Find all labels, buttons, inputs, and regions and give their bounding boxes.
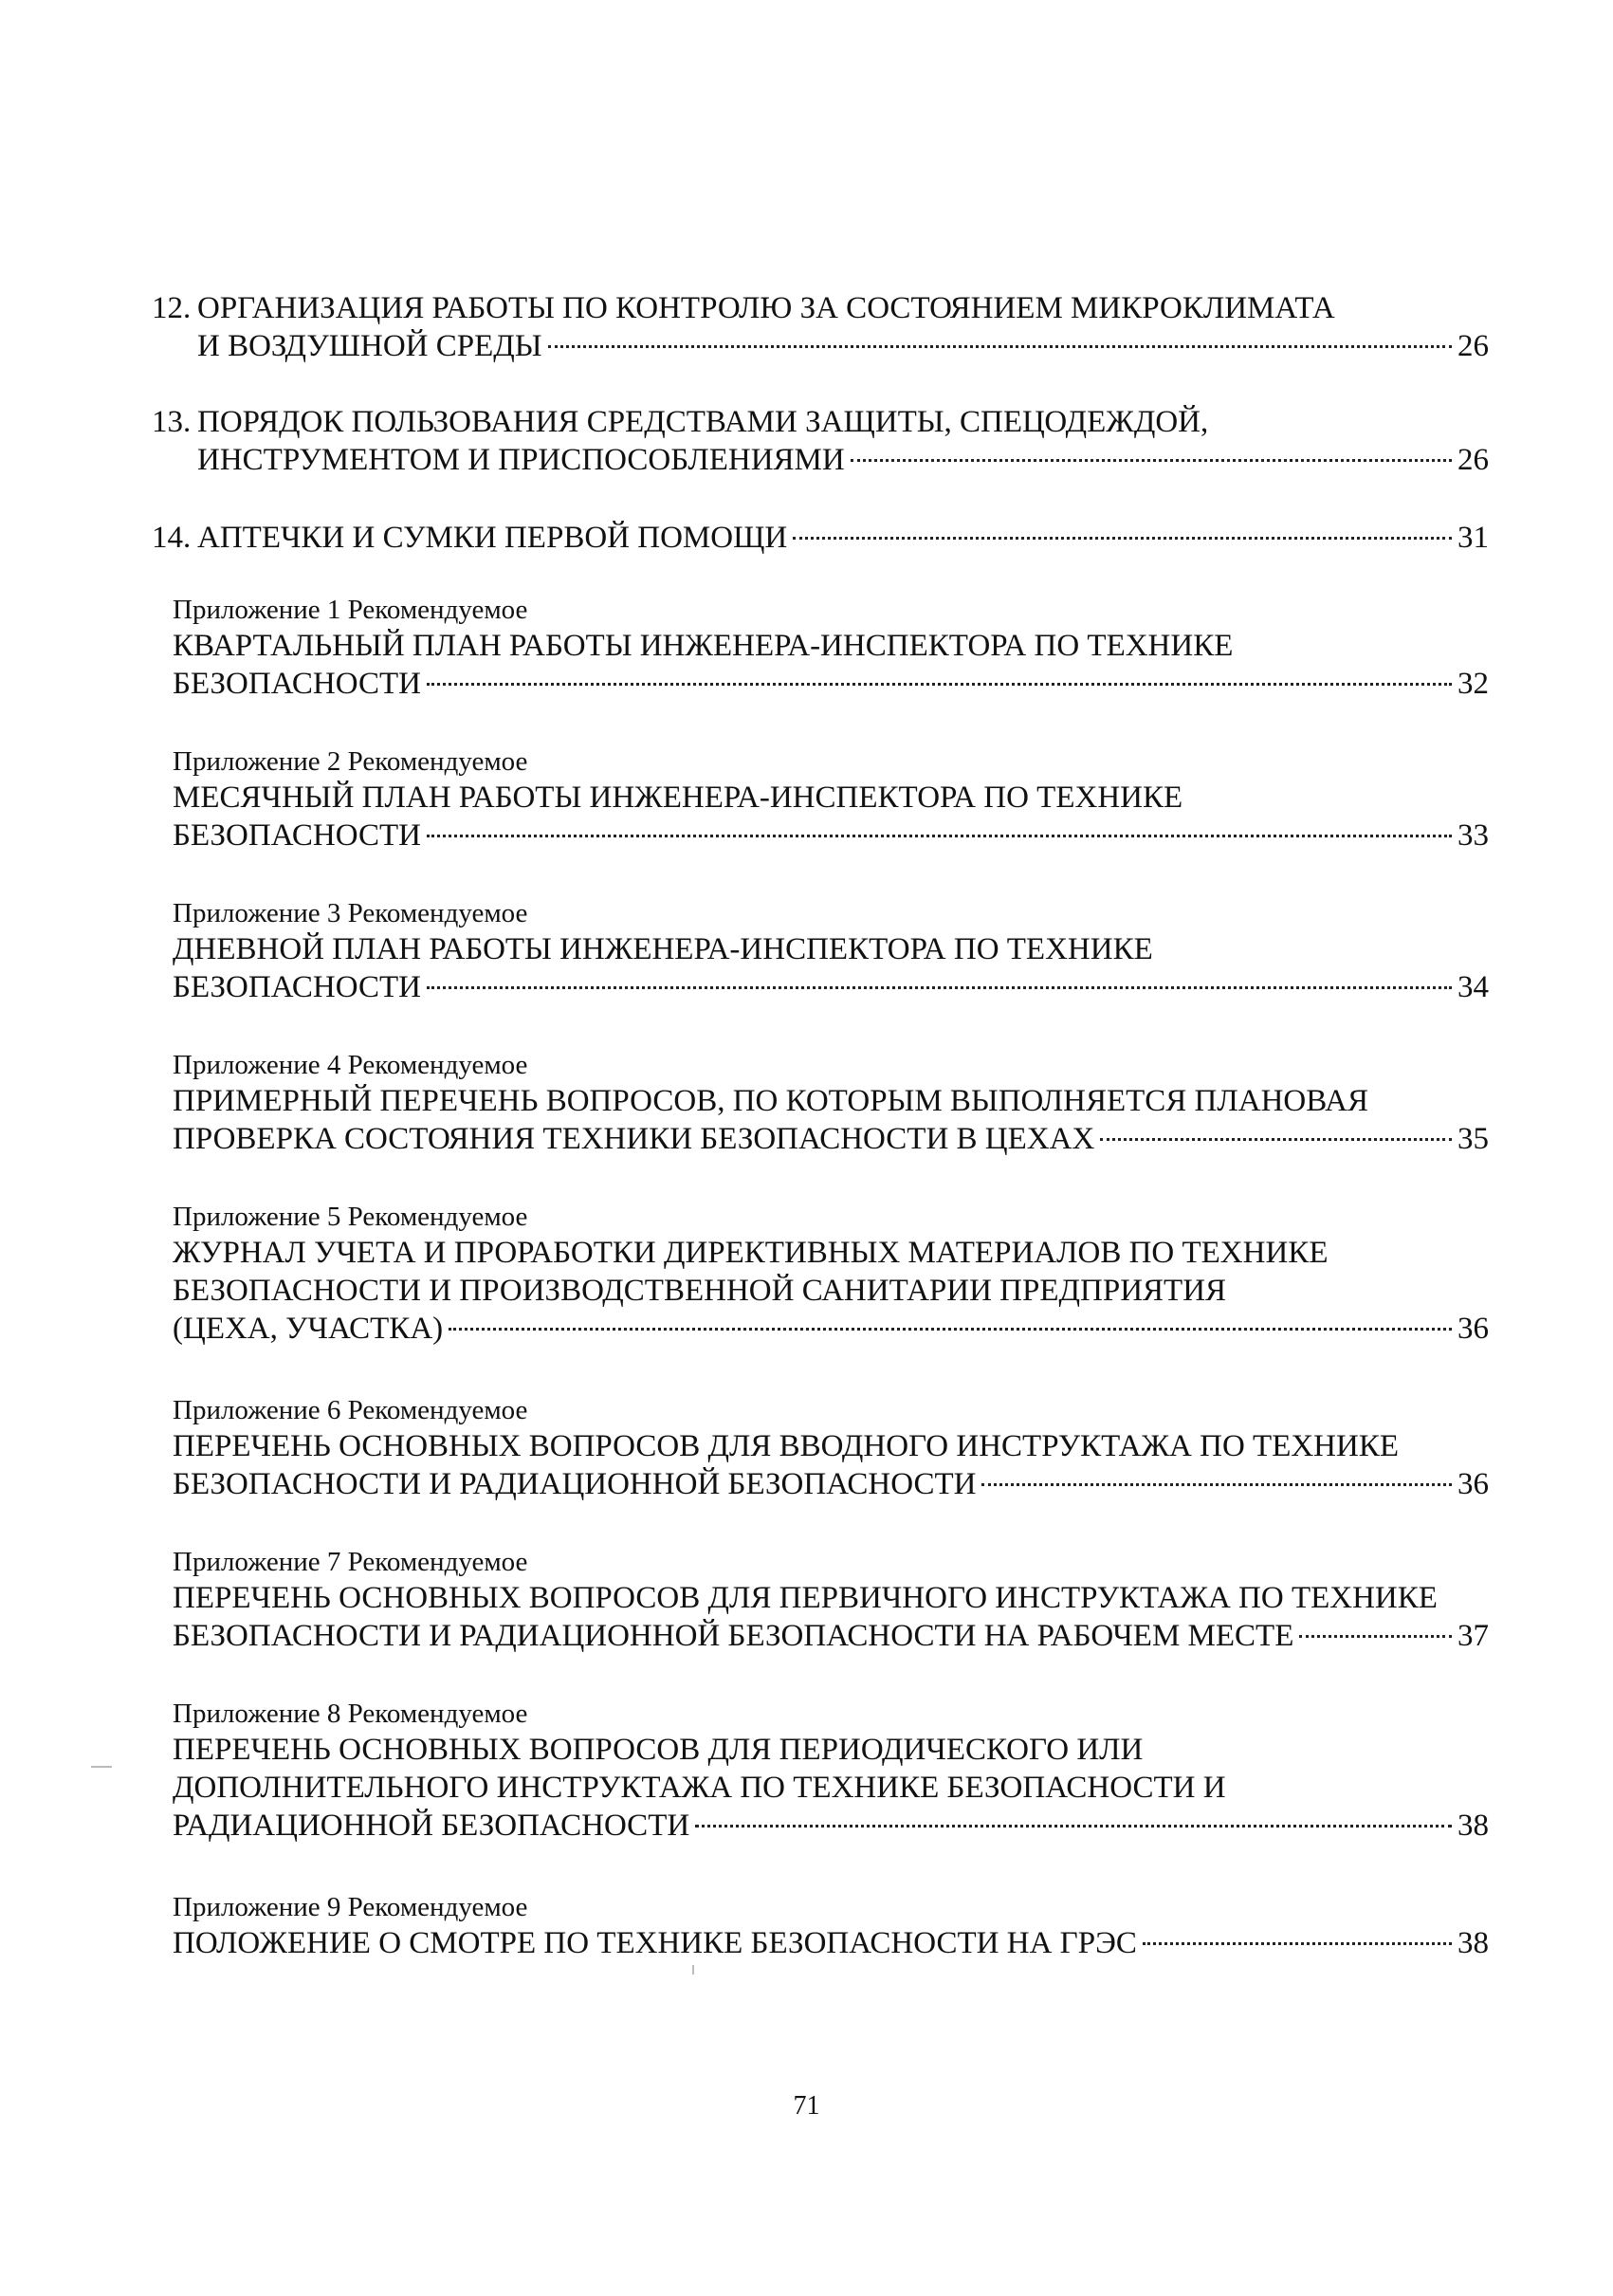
section-title-line: ОРГАНИЗАЦИЯ РАБОТЫ ПО КОНТРОЛЮ ЗА СОСТОЯНИЕМ МИКРОКЛИМАТА — [197, 291, 1335, 325]
appendix-heading: Приложение 5 Рекомендуемое — [173, 1202, 528, 1232]
appendix-heading: Приложение 1 Рекомендуемое — [173, 595, 528, 625]
dot-leader — [449, 1328, 1452, 1331]
dot-leader — [427, 683, 1452, 686]
scan-margin-mark — [91, 1766, 112, 1768]
appendix-title-line: БЕЗОПАСНОСТИ И РАДИАЦИОННОЙ БЕЗОПАСНОСТИ — [173, 1467, 977, 1501]
section-title-line: ИНСТРУМЕНТОМ И ПРИСПОСОБЛЕНИЯМИ — [197, 443, 845, 477]
dot-leader — [1100, 1138, 1452, 1141]
toc-appendix-8 — [152, 1697, 1489, 1845]
section-number: 12. — [152, 291, 192, 325]
page-ref: 26 — [1457, 443, 1489, 477]
page-ref: 38 — [1457, 1926, 1489, 1960]
appendix-title-line: (ЦЕХА, УЧАСТКА) — [173, 1312, 444, 1346]
page-ref: 35 — [1457, 1122, 1489, 1156]
page-ref: 37 — [1457, 1619, 1489, 1653]
section-number: 14. — [152, 521, 192, 555]
appendix-title-line: ПЕРЕЧЕНЬ ОСНОВНЫХ ВОПРОСОВ ДЛЯ ВВОДНОГО ИНСТРУКТАЖА ПО ТЕХНИКЕ — [173, 1429, 1400, 1463]
appendix-heading: Приложение 8 Рекомендуемое — [173, 1699, 528, 1729]
section-title-line: И ВОЗДУШНОЙ СРЕДЫ — [197, 329, 542, 363]
page-ref: 32 — [1457, 667, 1489, 701]
toc-appendix-6 — [152, 1393, 1489, 1503]
toc-appendix-1 — [152, 593, 1489, 703]
toc-appendix-9 — [152, 1890, 1489, 1962]
appendix-title-line: БЕЗОПАСНОСТИ — [173, 667, 421, 701]
appendix-title-line: РАДИАЦИОННОЙ БЕЗОПАСНОСТИ — [173, 1809, 690, 1843]
page-ref: 38 — [1457, 1809, 1489, 1843]
dot-leader — [427, 986, 1452, 989]
appendix-title-line: КВАРТАЛЬНЫЙ ПЛАН РАБОТЫ ИНЖЕНЕРА-ИНСПЕКТОРА ПО ТЕХНИКЕ — [173, 629, 1234, 663]
section-number: 13. — [152, 405, 192, 439]
appendix-title-line: ДОПОЛНИТЕЛЬНОГО ИНСТРУКТАЖА ПО ТЕХНИКЕ БЕЗОПАСНОСТИ И — [173, 1771, 1226, 1805]
appendix-heading: Приложение 4 Рекомендуемое — [173, 1050, 528, 1080]
page-ref: 36 — [1457, 1467, 1489, 1501]
toc-section-12 — [152, 289, 1489, 365]
appendix-heading: Приложение 9 Рекомендуемое — [173, 1892, 528, 1922]
appendix-title-line: ПРИМЕРНЫЙ ПЕРЕЧЕНЬ ВОПРОСОВ, ПО КОТОРЫМ ВЫПОЛНЯЕТСЯ ПЛАНОВАЯ — [173, 1084, 1369, 1118]
section-title-line: ПОРЯДОК ПОЛЬЗОВАНИЯ СРЕДСТВАМИ ЗАЩИТЫ, СПЕЦОДЕЖДОЙ, — [197, 405, 1209, 439]
scan-center-mark — [692, 1965, 694, 1975]
section-title-line: АПТЕЧКИ И СУМКИ ПЕРВОЙ ПОМОЩИ — [197, 521, 788, 555]
dot-leader — [427, 835, 1452, 837]
dot-leader — [695, 1825, 1452, 1828]
page-ref: 36 — [1457, 1312, 1489, 1346]
dot-leader — [1143, 1942, 1452, 1945]
appendix-heading: Приложение 2 Рекомендуемое — [173, 746, 528, 777]
appendix-title-line: ЖУРНАЛ УЧЕТА И ПРОРАБОТКИ ДИРЕКТИВНЫХ МАТЕРИАЛОВ ПО ТЕХНИКЕ — [173, 1236, 1329, 1270]
dot-leader — [1299, 1635, 1452, 1638]
dot-leader — [851, 459, 1452, 462]
appendix-title-line: МЕСЯЧНЫЙ ПЛАН РАБОТЫ ИНЖЕНЕРА-ИНСПЕКТОРА ПО ТЕХНИКЕ — [173, 781, 1183, 815]
toc-section-14 — [152, 519, 1489, 557]
toc-section-13 — [152, 403, 1489, 479]
dot-leader — [548, 345, 1452, 348]
appendix-heading: Приложение 7 Рекомендуемое — [173, 1547, 528, 1577]
appendix-heading: Приложение 6 Рекомендуемое — [173, 1395, 528, 1425]
toc-appendix-5 — [152, 1200, 1489, 1348]
appendix-title-line: БЕЗОПАСНОСТИ И РАДИАЦИОННОЙ БЕЗОПАСНОСТИ НА РАБОЧЕМ МЕСТЕ — [173, 1619, 1294, 1653]
page-ref: 26 — [1457, 329, 1489, 363]
appendix-title-line: ПОЛОЖЕНИЕ О СМОТРЕ ПО ТЕХНИКЕ БЕЗОПАСНОСТИ НА ГРЭС — [173, 1926, 1137, 1960]
appendix-title-line: БЕЗОПАСНОСТИ И ПРОИЗВОДСТВЕННОЙ САНИТАРИИ ПРЕДПРИЯТИЯ — [173, 1274, 1227, 1308]
dot-leader — [793, 537, 1452, 540]
appendix-title-line: ПРОВЕРКА СОСТОЯНИЯ ТЕХНИКИ БЕЗОПАСНОСТИ В ЦЕХАХ — [173, 1122, 1095, 1156]
appendix-title-line: БЕЗОПАСНОСТИ — [173, 818, 421, 853]
page-ref: 33 — [1457, 818, 1489, 853]
page-ref: 31 — [1457, 521, 1489, 555]
table-of-contents — [152, 289, 1489, 1962]
appendix-title-line: ДНЕВНОЙ ПЛАН РАБОТЫ ИНЖЕНЕРА-ИНСПЕКТОРА ПО ТЕХНИКЕ — [173, 932, 1153, 966]
dot-leader — [981, 1483, 1452, 1486]
toc-appendix-2 — [152, 744, 1489, 854]
toc-appendix-3 — [152, 896, 1489, 1006]
appendix-heading: Приложение 3 Рекомендуемое — [173, 898, 528, 928]
toc-appendix-4 — [152, 1048, 1489, 1158]
appendix-title-line: ПЕРЕЧЕНЬ ОСНОВНЫХ ВОПРОСОВ ДЛЯ ПЕРИОДИЧЕСКОГО ИЛИ — [173, 1733, 1144, 1767]
toc-appendix-7 — [152, 1545, 1489, 1655]
page-number: 71 — [793, 2091, 820, 2121]
page-ref: 34 — [1457, 970, 1489, 1004]
appendix-title-line: БЕЗОПАСНОСТИ — [173, 970, 421, 1004]
appendix-title-line: ПЕРЕЧЕНЬ ОСНОВНЫХ ВОПРОСОВ ДЛЯ ПЕРВИЧНОГО ИНСТРУКТАЖА ПО ТЕХНИКЕ — [173, 1581, 1438, 1615]
